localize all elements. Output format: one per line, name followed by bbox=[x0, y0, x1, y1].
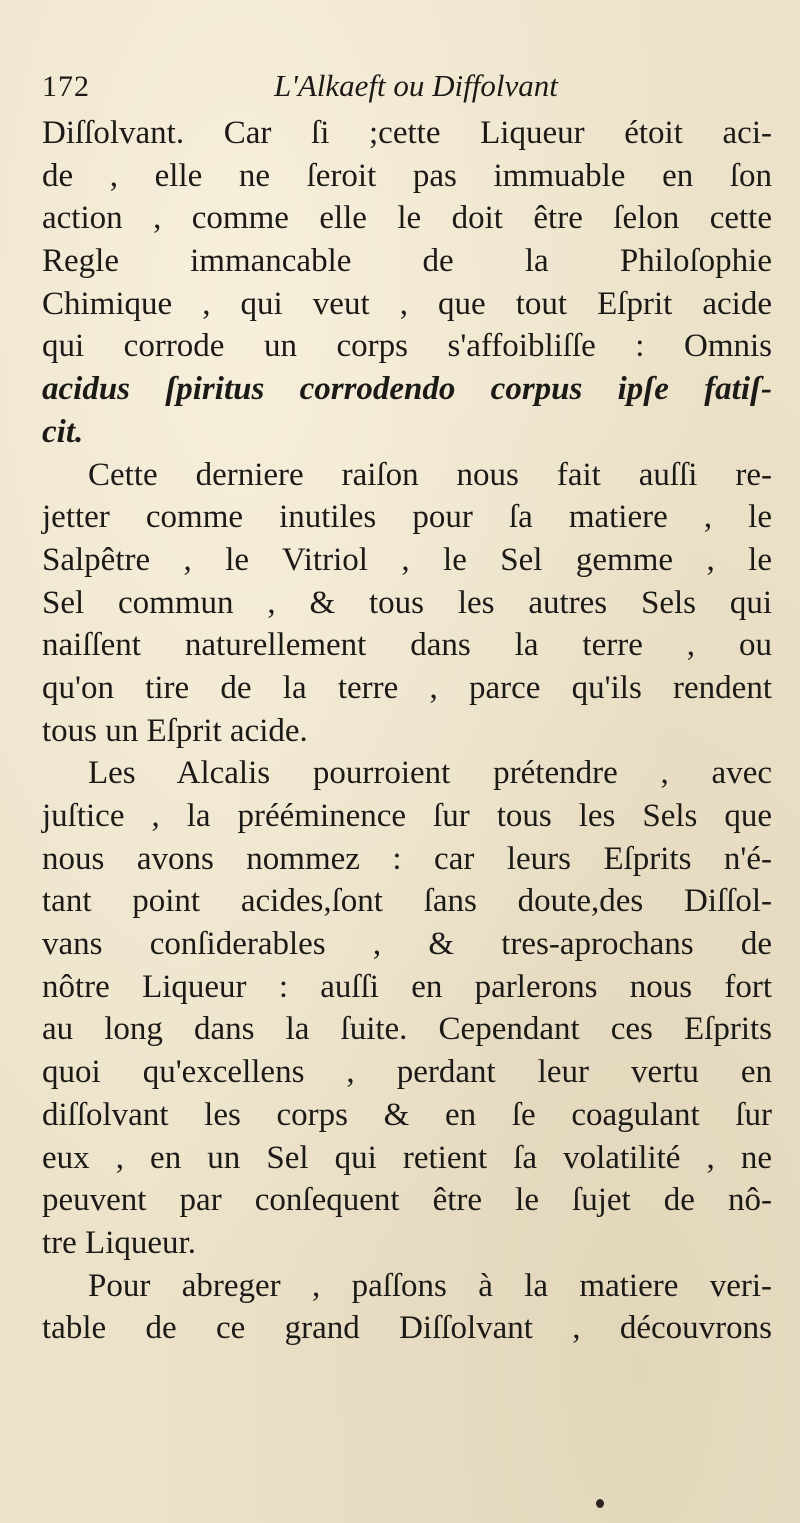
text-line: naiſſent naturellement dans la terre , ou bbox=[42, 627, 772, 664]
text-line: table de ce grand Diſſolvant , découvrons bbox=[42, 1310, 772, 1347]
text-line: nous avons nommez : car leurs Eſprits n'é- bbox=[42, 840, 772, 877]
text-line: Pour abreger , paſſons à la matiere veri- bbox=[88, 1267, 772, 1304]
text-line: jetter comme inutiles pour ſa matiere , le bbox=[42, 499, 772, 536]
text-line: Regle immancable de la Philoſophie bbox=[42, 243, 772, 280]
running-title: L'Alkaeft ou Diffolvant bbox=[274, 68, 558, 103]
text-line: eux , en un Sel qui retient ſa volatilité , ne bbox=[42, 1139, 772, 1176]
text-line: Sel commun , & tous les autres Sels qui bbox=[42, 584, 772, 621]
text-line: Les Alcalis pourroient prétendre , avec bbox=[88, 755, 772, 792]
text-line: Salpêtre , le Vitriol , le Sel gemme , le bbox=[42, 541, 772, 578]
text-line: au long dans la ſuite. Cependant ces Eſprits bbox=[42, 1011, 772, 1048]
text-line: tant point acides,ſont ſans doute,des Diſſol- bbox=[42, 883, 772, 920]
page-number: 172 bbox=[42, 70, 90, 103]
page-header bbox=[42, 64, 762, 108]
text-line: de , elle ne ſeroit pas immuable en ſon bbox=[42, 157, 772, 194]
text-line: nôtre Liqueur : auſſi en parlerons nous fort bbox=[42, 968, 772, 1005]
text-line: tous un Eſprit acide. bbox=[42, 712, 308, 749]
text-line: Diſſolvant. Car ſi ;cette Liqueur étoit aci- bbox=[42, 115, 772, 151]
text-line: Chimique , qui veut , que tout Eſprit acide bbox=[42, 285, 772, 322]
text-line: tre Liqueur. bbox=[42, 1224, 196, 1261]
text-line: action , comme elle le doit être ſelon cette bbox=[42, 200, 772, 237]
text-line: cit. bbox=[42, 413, 84, 450]
text-line: diſſolvant les corps & en ſe coagulant ſur bbox=[42, 1096, 772, 1133]
text-line: acidus ſpiritus corrodendo corpus ipſe fatiſ- bbox=[42, 371, 772, 408]
text-line: qui corrode un corps s'affoibliſſe : Omnis bbox=[42, 328, 772, 365]
text-line: qu'on tire de la terre , parce qu'ils rendent bbox=[42, 669, 772, 706]
ink-spot bbox=[596, 1499, 604, 1508]
text-line: quoi qu'excellens , perdant leur vertu en bbox=[42, 1054, 772, 1091]
text-line: vans conſiderables , & tres-aprochans de bbox=[42, 926, 772, 963]
text-line: peuvent par conſequent être le ſujet de nô- bbox=[42, 1182, 772, 1219]
body-text bbox=[42, 112, 772, 1350]
text-line: juſtice , la prééminence ſur tous les Sels que bbox=[42, 798, 772, 834]
text-line: Cette derniere raiſon nous fait auſſi re- bbox=[88, 456, 772, 493]
